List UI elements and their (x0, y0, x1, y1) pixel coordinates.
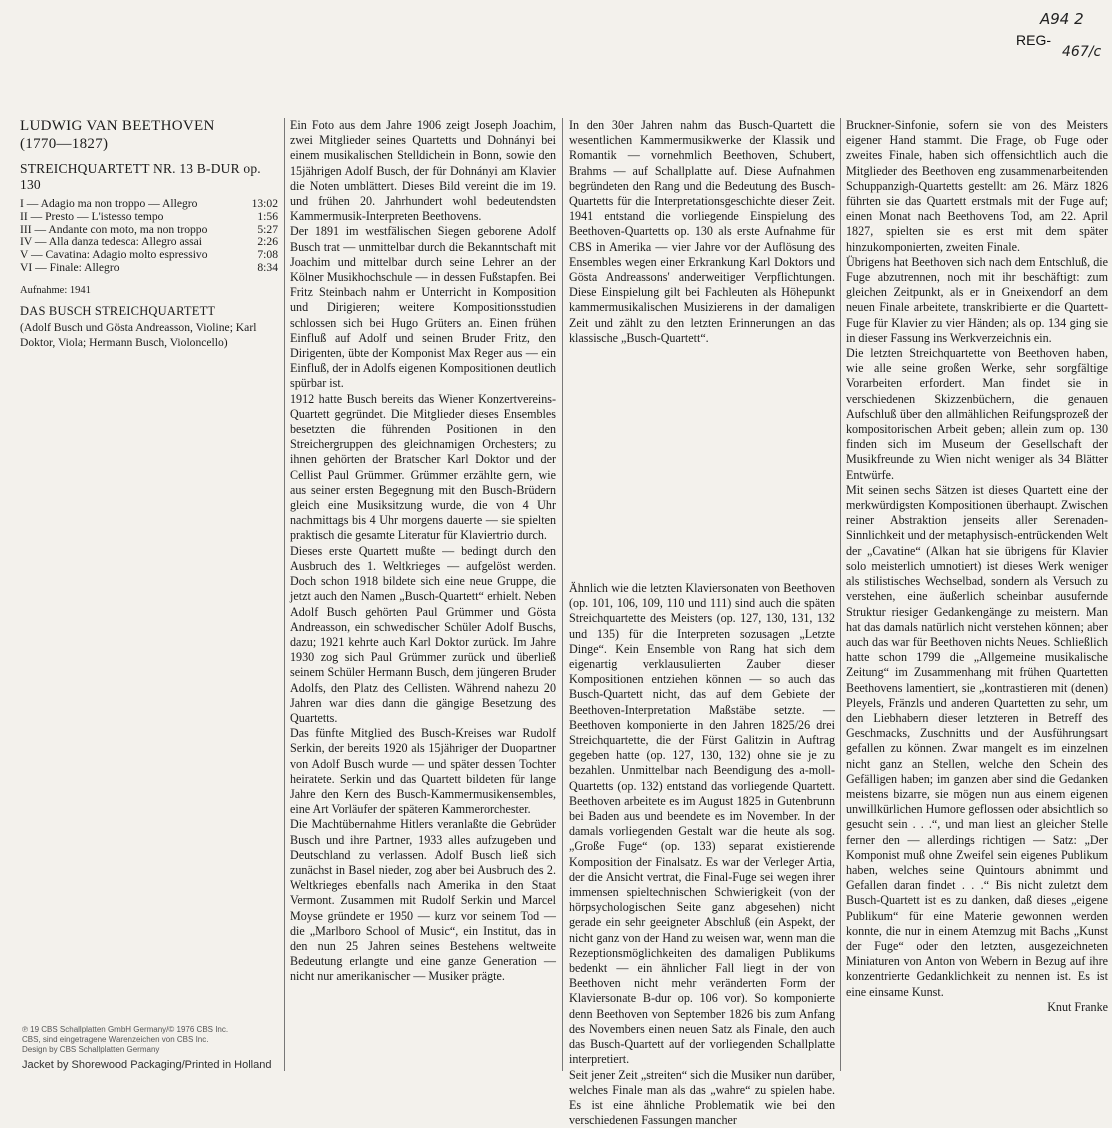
paragraph: Dieses erste Quartett mußte — bedingt durch den Ausbruch des 1. Weltkrieges — aufgelöst werden. Doch schon 1918 bildete sich eine neue Gruppe, die jetzt auch den Namen „Busch-Quartett“ erhielt. Neben Adolf Busch gehörten Paul Grümmer und Gösta Andreasson, ein schwedischer Schüler Adolf Buschs, dazu; 1921 kehrte auch Karl Doktor zurück. Im Jahre 1930 zog sich Paul Grümmer zurück und überließ seinem Schüler Hermann Busch, dem jüngeren Bruder Adolfs, den Platz des Cellisten. Während nahezu 20 Jahren war dies dann die gängige Besetzung des Quartetts. (290, 544, 556, 726)
reg-label: REG- (1016, 32, 1051, 48)
movement-item: II — Presto — L'istesso tempo 1:56 (20, 211, 278, 224)
ensemble-members: (Adolf Busch und Gösta Andreasson, Violine; Karl Doktor, Viola; Hermann Busch, Violoncello) (20, 320, 282, 350)
paragraph: Die letzten Streichquartette von Beethoven haben, wie alle seine großen Werke, sehr sorgfältige Vorarbeiten erfordert. Man findet sie in verschiedenen Skizzenbüchern, die genauen Aufschluß über den allmählichen Reifungsprozeß der kompositorischen Arbeit geben; allein zum op. 130 finden sich im Museum der Gesellschaft der Musikfreunde zu Wien nicht weniger als 34 Blätter Entwürfe. (846, 346, 1108, 483)
composer-years: (1770—1827) (20, 136, 282, 153)
design-credit: Design by CBS Schallplatten Germany (22, 1045, 282, 1055)
author-signature: Knut Franke (846, 1000, 1108, 1015)
work-title: STREICHQUARTETT NR. 13 B-DUR op. 130 (20, 161, 282, 193)
liner-notes-column-2-bottom (569, 581, 835, 1128)
movement-item: III — Andante con moto, ma non troppo 5:27 (20, 224, 278, 237)
paragraph: Seit jener Zeit „streiten“ sich die Musiker nun darüber, welches Finale man als das „wahre“ zu spielen habe. Es ist eine ähnliche Problematik wie bei den verschiedenen Fassungen mancher (569, 1068, 835, 1128)
paragraph: Ein Foto aus dem Jahre 1906 zeigt Joseph Joachim, zwei Mitglieder seines Quartetts und Dohnányi bei einem musikalischen Stelldichein in Bonn, sowie den 15jährigen Adolf Busch, der für Dohnányi am Klavier die Noten umblättert. Dieses Bild vereint die im 19. und frühen 20. Jahrhundert wohl bedeutendsten Kammermusik-Interpreten Beethovens. (290, 118, 556, 224)
movement-list (20, 198, 282, 275)
paragraph: Das fünfte Mitglied des Busch-Kreises war Rudolf Serkin, der bereits 1920 als 15jähriger der Duopartner von Adolf Busch wurde — und später dessen Tochter heiratete. Serkin und das Quartett bildeten für lange Jahre den Kern des Busch-Kammermusikensembles, eine Art Vorläufer der späteren Kammerorchester. (290, 726, 556, 817)
liner-notes-column-2-top (569, 118, 835, 346)
paragraph: Bruckner-Sinfonie, sofern sie von des Meisters eigener Hand stammt. Die Frage, ob Fuge oder zweites Finale, haben sich offensichtlich auch die Mitglieder des Beethoven eng zusammenarbeitenden Schuppanzigh-Quartetts gestellt: am 26. März 1826 führten sie das Quartett erstmals mit der Fuge auf; einen Monat nach Beethovens Tod, am 22. April 1827, spielten sie es erst mit dem später hinzukomponierten, zweiten Finale. (846, 118, 1108, 255)
paragraph: In den 30er Jahren nahm das Busch-Quartett die wesentlichen Kammermusikwerke der Klassik und Romantik — vornehmlich Beethoven, Schubert, Brahms — auf Schallplatte auf. Diese Aufnahmen begründeten den Rang und die Bedeutung des Busch-Quartetts für die Interpretationsgeschichte dieser Zeit. 1941 entstand die vorliegende Einspielung des Beethoven-Quartetts op. 130 als erste Aufnahme für CBS in Amerika — vier Jahre vor der Auflösung des Ensembles wegen einer Erkrankung Karl Doktors und Gösta Andreassons' anderweitiger Verpflichtungen. Diese Einspielung gilt bei Fachleuten als Höhepunkt kammermusikalischen Musizierens in der damaligen Zeit und zählt zu den letzten Erinnerungen an das klassische „Busch-Quartett“. (569, 118, 835, 346)
column-divider (840, 118, 841, 1071)
liner-notes-column-1 (290, 118, 556, 985)
column-divider (284, 118, 285, 1071)
movement-item: VI — Finale: Allegro 8:34 (20, 262, 278, 275)
movement-item: V — Cavatina: Adagio molto espressivo 7:08 (20, 249, 278, 262)
reg-number: 467/c (1062, 44, 1101, 60)
recording-year: Aufnahme: 1941 (20, 285, 282, 296)
ensemble-name: DAS BUSCH STREICHQUARTETT (20, 304, 282, 319)
liner-notes-column-3 (846, 118, 1108, 1015)
paragraph: Mit seinen sechs Sätzen ist dieses Quartett eine der merkwürdigsten Kompositionen überhaupt. Zwischen reiner Abstraktion jenseits aller Serenaden-Sinnlichkeit und der metaphysisch-entrückenden Welt der „Cavatine“ (Alkan hat sie übrigens für Klavier solo meisterlich umnotiert) ist dieses Werk weniger als stilistisches Wechselbad, sondern als Versuch zu verstehen, eine äußerlich scheinbar ausufernde Struktur riesiger Gedankengänge zu meistern. Man hat das damals natürlich nicht verstehen können; aber auch das war für Beethoven nichts Neues. Schließlich hatte schon 1799 die „Allgemeine musikalische Zeitung“ im Zusammenhang mit frühen Quartetten Beethovens lamentiert, sie „kontrastieren mit (denen) Pleyels, Fränzls und anderen Quartetten zu sehr, um den Liebhabern dieser letzteren in Betreff des Geschmacks, Zuschnitts und der Ausführungsart gefallen zu können. Zwar mangelt es im einzelnen nicht ganz an Stellen, welche den Schein des Gefälligen haben; im ganzen aber sind die Gedanken meistens bizarre, sie mögen nun aus einem eigenen unwillkürlichen Humore geflossen oder absichtlich so gesucht sein . . .“, und man liest an gleicher Stelle ferner den — allerdings richtigen — Satz: „Der Komponist muß ohne Zweifel sein eigenes Publikum haben, welches seine Quintours abnimmt und Gefallen daran findet . . .“ Bis nicht zuletzt dem Busch-Quartett ist es zu danken, daß dieses „eigene Publikum“ für eine Materie gewonnen werden konnte, die nur in einem Atemzug mit Bachs „Kunst der Fuge“ oder den letzten, ausgezeichneten Miniaturen von Anton von Webern in Bezug auf ihre konzentrierte Gedanklichkeit zu nennen ist. Es ist eine einsame Kunst. (846, 483, 1108, 1000)
handwritten-catalog-note: A94 2 (1040, 10, 1084, 28)
paragraph: Die Machtübernahme Hitlers veranlaßte die Gebrüder Busch und ihre Partner, 1933 alles aufzugeben und Deutschland zu verlassen. Adolf Busch ließ sich zunächst in Basel nieder, zog aber bei Ausbruch des 2. Weltkrieges ebenfalls nach Amerika in den Staat Vermont. Zusammen mit Rudolf Serkin und Marcel Moyse gründete er 1950 — kurz vor seinem Tod — die „Marlboro School of Music“, ein Institut, das in den nun 25 Jahren seines Bestehens weltweite Bedeutung erlangte und eine ganze Generation — nicht nur amerikanischer — Musiker prägte. (290, 817, 556, 984)
paragraph: Der 1891 im westfälischen Siegen geborene Adolf Busch trat — unmittelbar durch die Bekanntschaft mit Joachim und mittelbar durch seine Lehrer an der Kölner Musikhochschule — in dessen Fußstapfen. Bei Fritz Steinbach nahm er Unterricht in Komposition und Dirigieren; weitere Kompositionsstudien schlossen sich bei Hugo Grüters an. Einen frühen Einfluß auf Adolf und seinen Bruder Fritz, den Dirigenten, übte der Komponist Max Reger aus — ein Einfluß, der in Adolfs eigenen Kompositionen deutlich spürbar ist. (290, 224, 556, 391)
paragraph: Ähnlich wie die letzten Klaviersonaten von Beethoven (op. 101, 106, 109, 110 und 111) sind auch die späten Streichquartette des Meisters (op. 127, 130, 131, 132 und 135) für die Interpreten sozusagen „Letzte Dinge“. Kein Ensemble von Rang hat sich dem eigenartig verklausulierten Zauber dieser Kompositionen entziehen können — so auch das Busch-Quartett nicht, das auf dem Gebiete der Beethoven-Interpretation Maßstäbe setzte. — Beethoven komponierte in den Jahren 1825/26 drei Streichquartette, die der Fürst Galitzin in Auftrag gegeben hatte (op. 127, 130, 132) ohne sie je zu bezahlen. Unmittelbar nach Beendigung des a-moll-Quartetts (op. 132) entstand das vorliegende Quartett. Beethoven arbeitete es im August 1825 in Gutenbrunn bei Baden aus und beendete es im November. In der damals vorliegenden Gestalt war die heute als sog. „Große Fuge“ (op. 133) separat existierende Komposition der Finalsatz. Es war der Verleger Artia, der die Ansicht vertrat, die Final-Fuge sei wegen ihrer immensen spieltechnischen Schwierigkeit (von der hörpsychologischen Seite ganz abgesehen) nicht gerade ein sehr geeigneter Abschluß (ein Aspekt, der nicht ganz von der Hand zu weisen war, wenn man die Rezeptionsmöglichkeiten des damaligen Publikums bedenkt — ein ähnlicher Fall liegt in der von Beethoven nicht mehr veränderten Form der Klaviersonate B-dur op. 106 vor). So komponierte denn Beethoven von September 1826 bis zum Anfang des Novembers einen neuen Satz als Finale, den auch das Busch-Quartett auf der vorliegenden Schallplatte interpretiert. (569, 581, 835, 1068)
copyright-block (22, 1025, 282, 1055)
movement-item: IV — Alla danza tedesca: Allegro assai 2:26 (20, 236, 278, 249)
paragraph: Übrigens hat Beethoven sich nach dem Entschluß, die Fuge abzutrennen, noch mit ihr beschäftigt: zum gleichen Zeitpunkt, als er in Gneixendorf an dem neuen Finale arbeitete, transkribierte er die Quartett-Fuge für Klavier zu vier Händen; als op. 134 ging sie in dieser Fassung ins Werkverzeichnis ein. (846, 255, 1108, 346)
movement-item: I — Adagio ma non troppo — Allegro 13:02 (20, 198, 278, 211)
program-info (20, 118, 282, 350)
copyright-line: ℗ 19 CBS Schallplatten GmbH Germany/© 1976 CBS Inc. (22, 1025, 282, 1035)
trademark-line: CBS, sind eingetragene Warenzeichen von CBS Inc. (22, 1035, 282, 1045)
composer-name: LUDWIG VAN BEETHOVEN (20, 118, 282, 135)
column-divider (562, 118, 563, 1071)
printed-credit: Jacket by Shorewood Packaging/Printed in Holland (22, 1059, 271, 1071)
paragraph: 1912 hatte Busch bereits das Wiener Konzertvereins-Quartett gegründet. Die Mitglieder dieses Ensembles besetzten die führenden Positionen in den Streichergruppen des gleichnamigen Orchesters; zu ihnen gehörten der Bratscher Karl Doktor und der Cellist Paul Grümmer. Grümmer erzählte gern, wie aus seiner ersten Begegnung mit den Busch-Brüdern gleich eine Musiksitzung wurde, die von 4 Uhr nachmittags bis 4 Uhr morgens dauerte — sie spielten praktisch die gesamte Literatur für Klaviertrio durch. (290, 392, 556, 544)
